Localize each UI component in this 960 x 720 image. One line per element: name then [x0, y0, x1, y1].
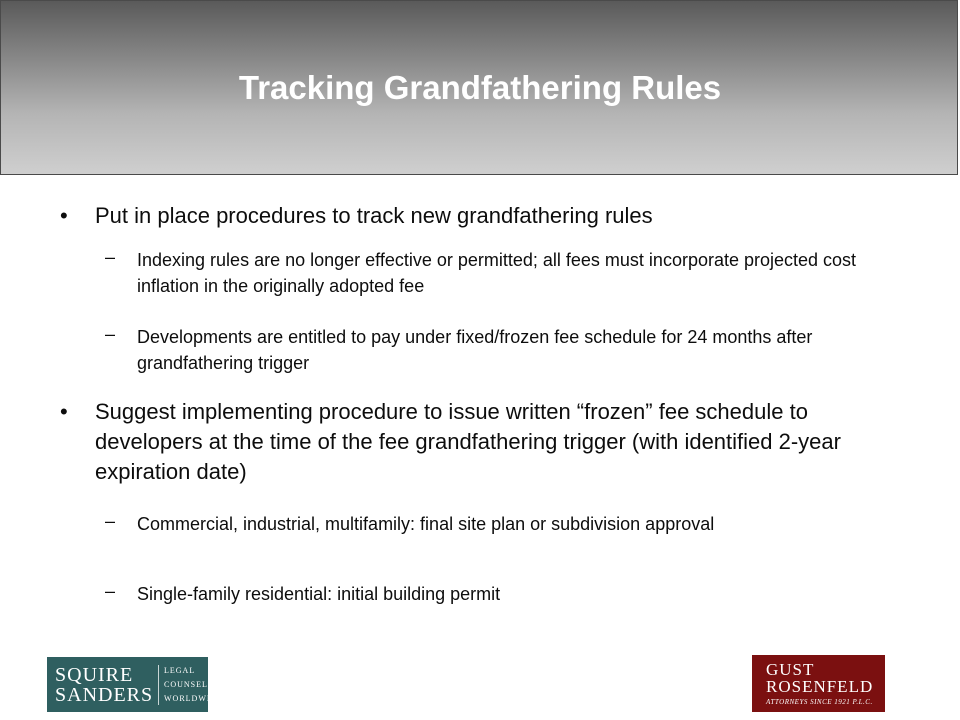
- dash-marker: –: [105, 324, 116, 344]
- sub-bullet-1-2: Developments are entitled to pay under fixed/frozen fee schedule for 24 months after grandfathering trigger: [137, 327, 813, 373]
- logo-divider: [158, 665, 159, 705]
- gust-rosenfeld-logo: [752, 655, 885, 712]
- sub-bullet-1-1: Indexing rules are no longer effective or permitted; all fees must incorporate projected cost inflation in the originally adopted fee: [137, 250, 857, 296]
- logo-right-line2: ROSENFELD: [766, 677, 874, 696]
- logo-left-tag1: LEGAL: [164, 666, 196, 675]
- dash-marker: –: [105, 247, 116, 267]
- logo-left-tag2: COUNSEL: [164, 680, 208, 689]
- logo-left-line2: SANDERS: [55, 684, 154, 706]
- dash-marker: –: [105, 511, 116, 531]
- squire-sanders-logo: [47, 657, 224, 712]
- bullet-marker: •: [60, 399, 68, 424]
- slide-title: Tracking Grandfathering Rules: [238, 69, 722, 106]
- bullet-marker: •: [60, 203, 68, 228]
- logo-left-line1: SQUIRE: [55, 664, 134, 686]
- logo-left-tag3: WORLDWIDE: [164, 694, 224, 703]
- bullet-text-2: Suggest implementing procedure to issue written “frozen” fee schedule to developers at the time of the fee grandfathering trigger (with identified 2-year expiration date): [95, 399, 841, 484]
- dash-marker: –: [105, 581, 116, 601]
- sub-bullet-2-2: Single-family residential: initial building permit: [137, 584, 501, 604]
- sub-bullet-2-1: Commercial, industrial, multifamily: final site plan or subdivision approval: [137, 514, 715, 534]
- logo-right-line1: GUST: [766, 660, 815, 679]
- bullet-text-1: Put in place procedures to track new grandfathering rules: [95, 203, 653, 228]
- logo-right-line3: ATTORNEYS SINCE 1921 P.L.C.: [766, 698, 873, 706]
